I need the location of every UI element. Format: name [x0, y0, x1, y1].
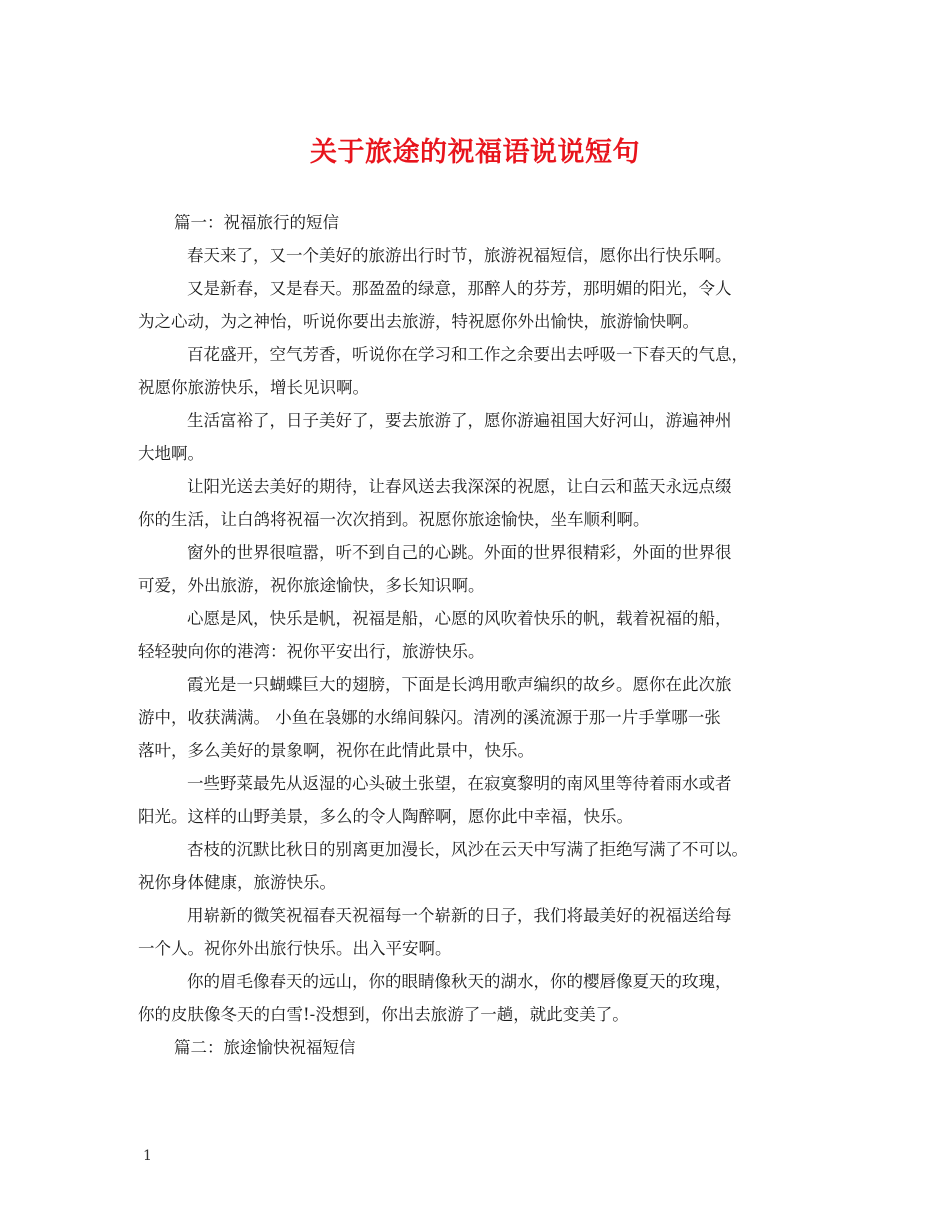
paragraph	[138, 338, 818, 404]
paragraph	[138, 536, 818, 602]
paragraph-line: 大地啊。	[138, 444, 204, 463]
paragraph-line: 祝你身体健康，旅游快乐。	[138, 873, 336, 892]
paragraph-line: 为之心动，为之神怡，听说你要出去旅游，特祝愿你外出愉快，旅游愉快啊。	[138, 312, 699, 331]
paragraph-line: 游中，收获满满。 小鱼在袅娜的水绵间躲闪。清冽的溪流源于那一片手掌哪一张	[138, 708, 721, 727]
paragraph-line: 祝愿你旅游快乐，增长见识啊。	[138, 378, 369, 397]
paragraph-line: 杏枝的沉默比秋日的别离更加漫长，风沙在云天中写满了拒绝写满了不可以。	[187, 840, 748, 859]
section-heading: 篇一：祝福旅行的短信	[174, 213, 339, 232]
paragraph-line: 阳光。这样的山野美景，多么的令人陶醉啊，愿你此中幸福，快乐。	[138, 807, 633, 826]
paragraph-line: 心愿是风，快乐是帆，祝福是船，心愿的风吹着快乐的帆，载着祝福的船，	[187, 609, 732, 628]
paragraph-line: 你的眉毛像春天的远山，你的眼睛像秋天的湖水，你的樱唇像夏天的玫瑰，	[187, 972, 732, 991]
section-heading: 篇二：旅途愉快祝福短信	[174, 1038, 356, 1057]
paragraph-line: 让阳光送去美好的期待，让春风送去我深深的祝愿，让白云和蓝天永远点缀	[187, 477, 732, 496]
paragraph-line: 生活富裕了，日子美好了，要去旅游了，愿你游遍祖国大好河山，游遍神州	[187, 411, 732, 430]
page-number: 1	[143, 1148, 152, 1164]
paragraph	[138, 272, 818, 338]
paragraph-line: 窗外的世界很喧嚣，听不到自己的心跳。外面的世界很精彩，外面的世界很	[187, 543, 732, 562]
paragraph-line: 霞光是一只蝴蝶巨大的翅膀，下面是长鸿用歌声编织的故乡。愿你在此次旅	[187, 675, 732, 694]
paragraph-line: 可爱，外出旅游，祝你旅途愉快，多长知识啊。	[138, 576, 485, 595]
paragraph	[138, 668, 818, 767]
paragraph	[138, 833, 818, 899]
paragraph	[138, 602, 818, 668]
paragraph-line: 你的皮肤像冬天的白雪!-没想到，你出去旅游了一趟，就此变美了。	[138, 1005, 629, 1024]
paragraph-line: 轻轻驶向你的港湾：祝你平安出行，旅游快乐。	[138, 642, 485, 661]
paragraph-line: 百花盛开，空气芳香，听说你在学习和工作之余要出去呼吸一下春天的气息，	[187, 345, 748, 364]
paragraph-line: 又是新春，又是春天。那盈盈的绿意，那醉人的芬芳，那明媚的阳光，令人	[187, 279, 732, 298]
page-title: 关于旅途的祝福语说说短句	[310, 137, 640, 168]
paragraph	[138, 239, 818, 272]
paragraph	[138, 965, 818, 1031]
paragraph-line: 落叶，多么美好的景象啊，祝你在此情此景中，快乐。	[138, 741, 534, 760]
paragraph-line: 春天来了，又一个美好的旅游出行时节，旅游祝福短信，愿你出行快乐啊。	[187, 246, 732, 265]
paragraph-line: 一些野菜最先从返湿的心头破土张望，在寂寞黎明的南风里等待着雨水或者	[187, 774, 732, 793]
paragraph	[138, 767, 818, 833]
paragraph	[138, 404, 818, 470]
paragraph-line: 用崭新的微笑祝福春天祝福每一个崭新的日子，我们将最美好的祝福送给每	[187, 906, 732, 925]
paragraph	[138, 899, 818, 965]
paragraph	[138, 470, 818, 536]
paragraph-line: 一个人。祝你外出旅行快乐。出入平安啊。	[138, 939, 452, 958]
document-body	[138, 206, 818, 1064]
paragraph-line: 你的生活，让白鸽将祝福一次次捎到。祝愿你旅途愉快，坐车顺利啊。	[138, 510, 650, 529]
